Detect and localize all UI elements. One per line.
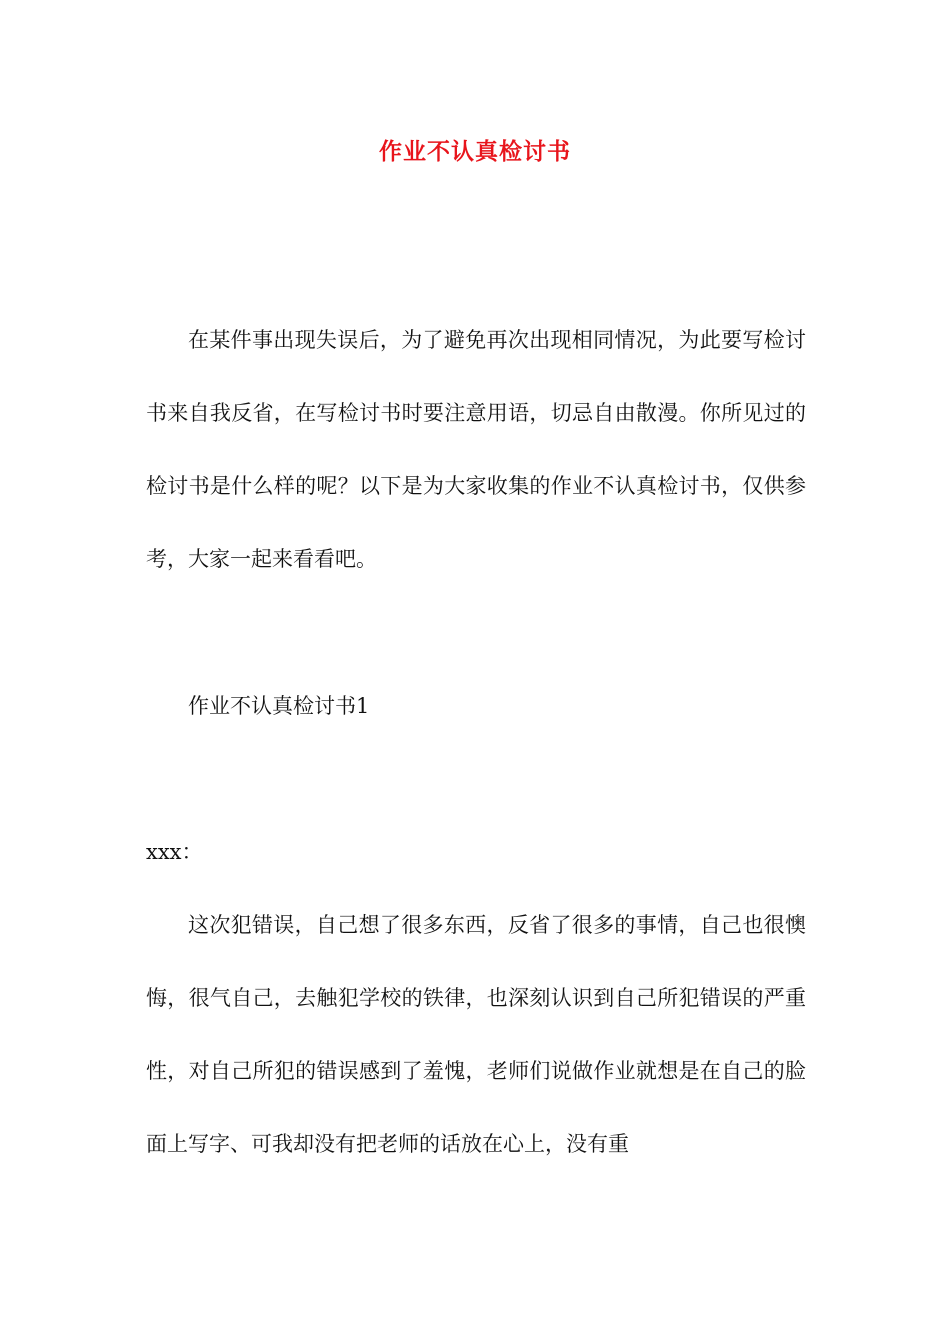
- document-title: 作业不认真检讨书: [379, 138, 571, 165]
- letter-body-paragraph: 这次犯错误，自己想了很多东西，反省了很多的事情，自己也很懊悔，很气自己，去触犯学校的铁律，也深刻认识到自己所犯错误的严重性，对自己所犯的错误感到了羞愧，老师们说做作业就想是在自己的脸面上写字、可我却没有把老师的话放在心上，没有重: [146, 913, 806, 1156]
- salutation: xxx：: [146, 840, 203, 864]
- intro-paragraph: 在某件事出现失误后，为了避免再次出现相同情况，为此要写检讨书来自我反省，在写检讨书时要注意用语，切忌自由散漫。你所见过的检讨书是什么样的呢？以下是为大家收集的作业不认真检讨书，仅供参考，大家一起来看看吧。: [146, 328, 806, 571]
- section-heading: 作业不认真检讨书1: [188, 694, 370, 718]
